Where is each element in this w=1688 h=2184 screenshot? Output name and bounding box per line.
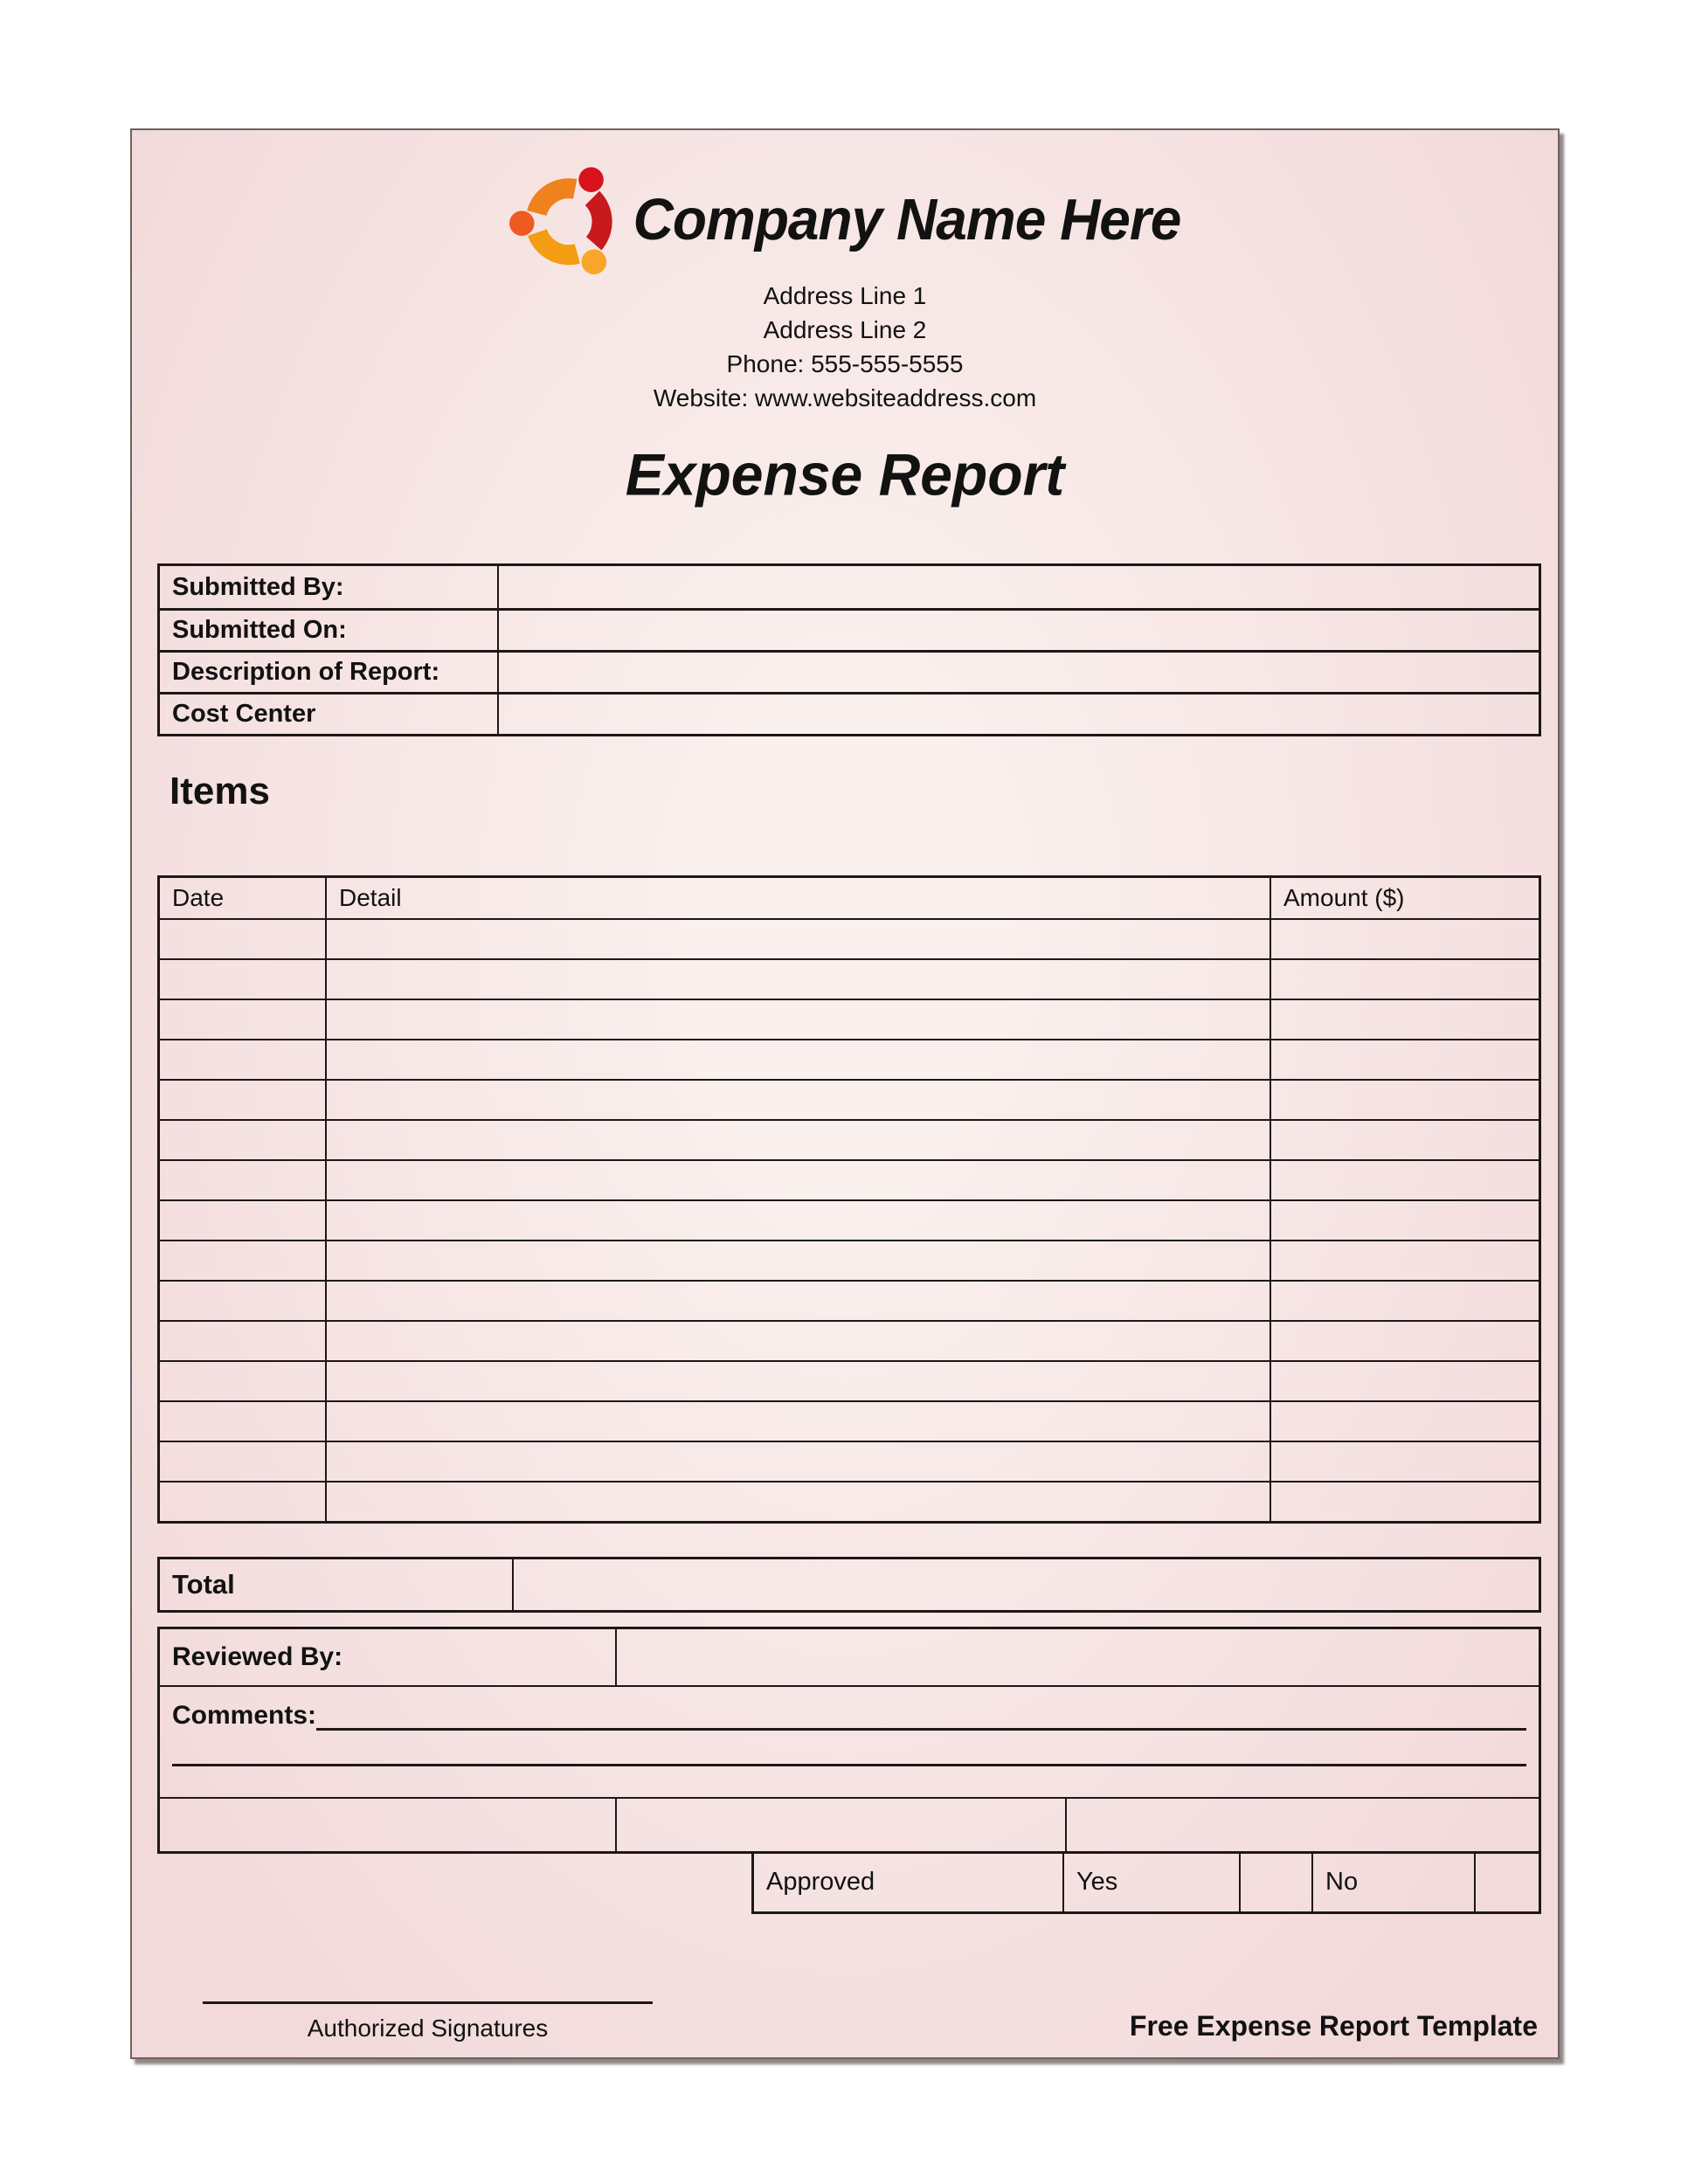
item-amount-cell[interactable] — [1271, 1282, 1539, 1320]
items-column-header-date: Date — [160, 878, 327, 918]
total-value-cell[interactable] — [514, 1559, 1539, 1610]
items-table-row — [160, 918, 1539, 958]
item-detail-cell[interactable] — [327, 1362, 1271, 1400]
approved-yes-checkbox-cell[interactable] — [1241, 1852, 1313, 1911]
expense-report-page — [130, 128, 1560, 2059]
meta-field-value-cell[interactable] — [499, 611, 1539, 650]
item-date-cell[interactable] — [160, 1081, 327, 1119]
items-table-row — [160, 958, 1539, 999]
reviewed-by-value-cell[interactable] — [617, 1629, 1539, 1685]
signoff-cell-3[interactable] — [1067, 1799, 1539, 1851]
meta-field-label: Cost Center — [160, 695, 499, 734]
meta-row — [160, 608, 1539, 650]
comments-label: Comments: — [172, 1701, 317, 1730]
item-amount-cell[interactable] — [1271, 1322, 1539, 1360]
meta-field-label: Description of Report: — [160, 653, 499, 692]
approval-strip — [751, 1852, 1541, 1914]
meta-field-label: Submitted On: — [160, 611, 499, 650]
signature-block — [203, 2001, 653, 2042]
item-detail-cell[interactable] — [327, 960, 1271, 999]
item-amount-cell[interactable] — [1271, 1201, 1539, 1240]
item-detail-cell[interactable] — [327, 1161, 1271, 1199]
item-amount-cell[interactable] — [1271, 1121, 1539, 1159]
meta-field-value-cell[interactable] — [499, 653, 1539, 692]
meta-row — [160, 650, 1539, 692]
item-detail-cell[interactable] — [327, 1201, 1271, 1240]
comments-write-line-1[interactable] — [316, 1690, 1526, 1731]
meta-row — [160, 692, 1539, 734]
item-detail-cell[interactable] — [327, 1442, 1271, 1481]
phone-line: Phone: 555-555-5555 — [726, 350, 964, 377]
item-detail-cell[interactable] — [327, 1282, 1271, 1320]
meta-field-value-cell[interactable] — [499, 566, 1539, 608]
meta-field-label: Submitted By: — [160, 566, 499, 608]
items-heading: Items — [169, 770, 270, 812]
item-amount-cell[interactable] — [1271, 1241, 1539, 1280]
meta-row — [160, 566, 1539, 608]
item-date-cell[interactable] — [160, 1040, 327, 1079]
logo-arc-top — [536, 189, 575, 213]
item-amount-cell[interactable] — [1271, 1362, 1539, 1400]
comments-write-line-2[interactable] — [172, 1764, 1526, 1766]
item-detail-cell[interactable] — [327, 1402, 1271, 1441]
item-detail-cell[interactable] — [327, 1322, 1271, 1360]
item-date-cell[interactable] — [160, 1282, 327, 1320]
item-date-cell[interactable] — [160, 1362, 327, 1400]
item-amount-cell[interactable] — [1271, 920, 1539, 958]
item-date-cell[interactable] — [160, 920, 327, 958]
item-amount-cell[interactable] — [1271, 1081, 1539, 1119]
item-amount-cell[interactable] — [1271, 1442, 1539, 1481]
signoff-cell-1[interactable] — [160, 1799, 617, 1851]
items-header-row — [160, 878, 1539, 918]
item-detail-cell[interactable] — [327, 1040, 1271, 1079]
item-date-cell[interactable] — [160, 1322, 327, 1360]
item-detail-cell[interactable] — [327, 1081, 1271, 1119]
company-address — [132, 279, 1558, 415]
reviewed-by-row — [160, 1629, 1539, 1685]
logo-arc-right — [592, 198, 602, 244]
item-amount-cell[interactable] — [1271, 1402, 1539, 1441]
item-amount-cell[interactable] — [1271, 1000, 1539, 1039]
address-line-1: Address Line 1 — [763, 282, 927, 309]
item-detail-cell[interactable] — [327, 1241, 1271, 1280]
report-title: Expense Report — [625, 441, 1065, 508]
items-table-row — [160, 1360, 1539, 1400]
meta-field-value-cell[interactable] — [499, 695, 1539, 734]
items-table — [157, 875, 1541, 1524]
item-date-cell[interactable] — [160, 1161, 327, 1199]
item-amount-cell[interactable] — [1271, 1161, 1539, 1199]
item-detail-cell[interactable] — [327, 1121, 1271, 1159]
items-table-row — [160, 1199, 1539, 1240]
logo-head-left — [509, 211, 535, 236]
comments-line-1 — [172, 1692, 1526, 1731]
items-table-row — [160, 1481, 1539, 1521]
items-table-row — [160, 1119, 1539, 1159]
items-table-body — [160, 918, 1539, 1521]
signoff-row — [160, 1797, 1539, 1851]
item-amount-cell[interactable] — [1271, 1482, 1539, 1521]
logo-head-bottom — [581, 250, 606, 275]
company-name: Company Name Here — [633, 186, 1181, 252]
review-section — [157, 1627, 1541, 1854]
website-line: Website: www.websiteaddress.com — [653, 384, 1037, 411]
item-date-cell[interactable] — [160, 1482, 327, 1521]
approved-yes-label: Yes — [1064, 1852, 1241, 1911]
items-table-row — [160, 999, 1539, 1039]
item-amount-cell[interactable] — [1271, 960, 1539, 999]
items-table-row — [160, 1400, 1539, 1441]
logo-head-top — [578, 167, 604, 192]
report-meta-table — [157, 563, 1541, 736]
logo-arc-bottom-left — [537, 232, 578, 255]
item-date-cell[interactable] — [160, 1241, 327, 1280]
approved-no-label: No — [1313, 1852, 1476, 1911]
item-date-cell[interactable] — [160, 1201, 327, 1240]
items-table-row — [160, 1039, 1539, 1079]
signoff-cell-2[interactable] — [617, 1799, 1067, 1851]
signature-line[interactable] — [203, 2001, 653, 2004]
items-table-row — [160, 1159, 1539, 1199]
item-date-cell[interactable] — [160, 1000, 327, 1039]
template-credit: Free Expense Report Template — [1129, 2010, 1538, 2042]
comments-row — [160, 1685, 1539, 1797]
item-date-cell[interactable] — [160, 960, 327, 999]
item-detail-cell[interactable] — [327, 1000, 1271, 1039]
item-date-cell[interactable] — [160, 1442, 327, 1481]
items-table-row — [160, 1320, 1539, 1360]
items-table-row — [160, 1280, 1539, 1320]
circle-of-friends-logo-icon — [509, 160, 628, 279]
approved-no-checkbox-cell[interactable] — [1476, 1852, 1539, 1911]
item-date-cell[interactable] — [160, 1121, 327, 1159]
item-amount-cell[interactable] — [1271, 1040, 1539, 1079]
item-date-cell[interactable] — [160, 1402, 327, 1441]
items-table-row — [160, 1079, 1539, 1119]
total-label: Total — [160, 1559, 514, 1610]
items-table-row — [160, 1240, 1539, 1280]
items-table-row — [160, 1441, 1539, 1481]
signature-label: Authorized Signatures — [307, 2015, 549, 2042]
address-line-2: Address Line 2 — [763, 316, 927, 343]
company-header — [132, 160, 1558, 279]
approved-label: Approved — [754, 1852, 1064, 1911]
items-column-header-detail: Detail — [327, 878, 1271, 918]
item-detail-cell[interactable] — [327, 1482, 1271, 1521]
item-detail-cell[interactable] — [327, 920, 1271, 958]
items-column-header-amount: Amount ($) — [1283, 884, 1405, 911]
total-row — [157, 1557, 1541, 1613]
reviewed-by-label: Reviewed By: — [160, 1629, 617, 1685]
